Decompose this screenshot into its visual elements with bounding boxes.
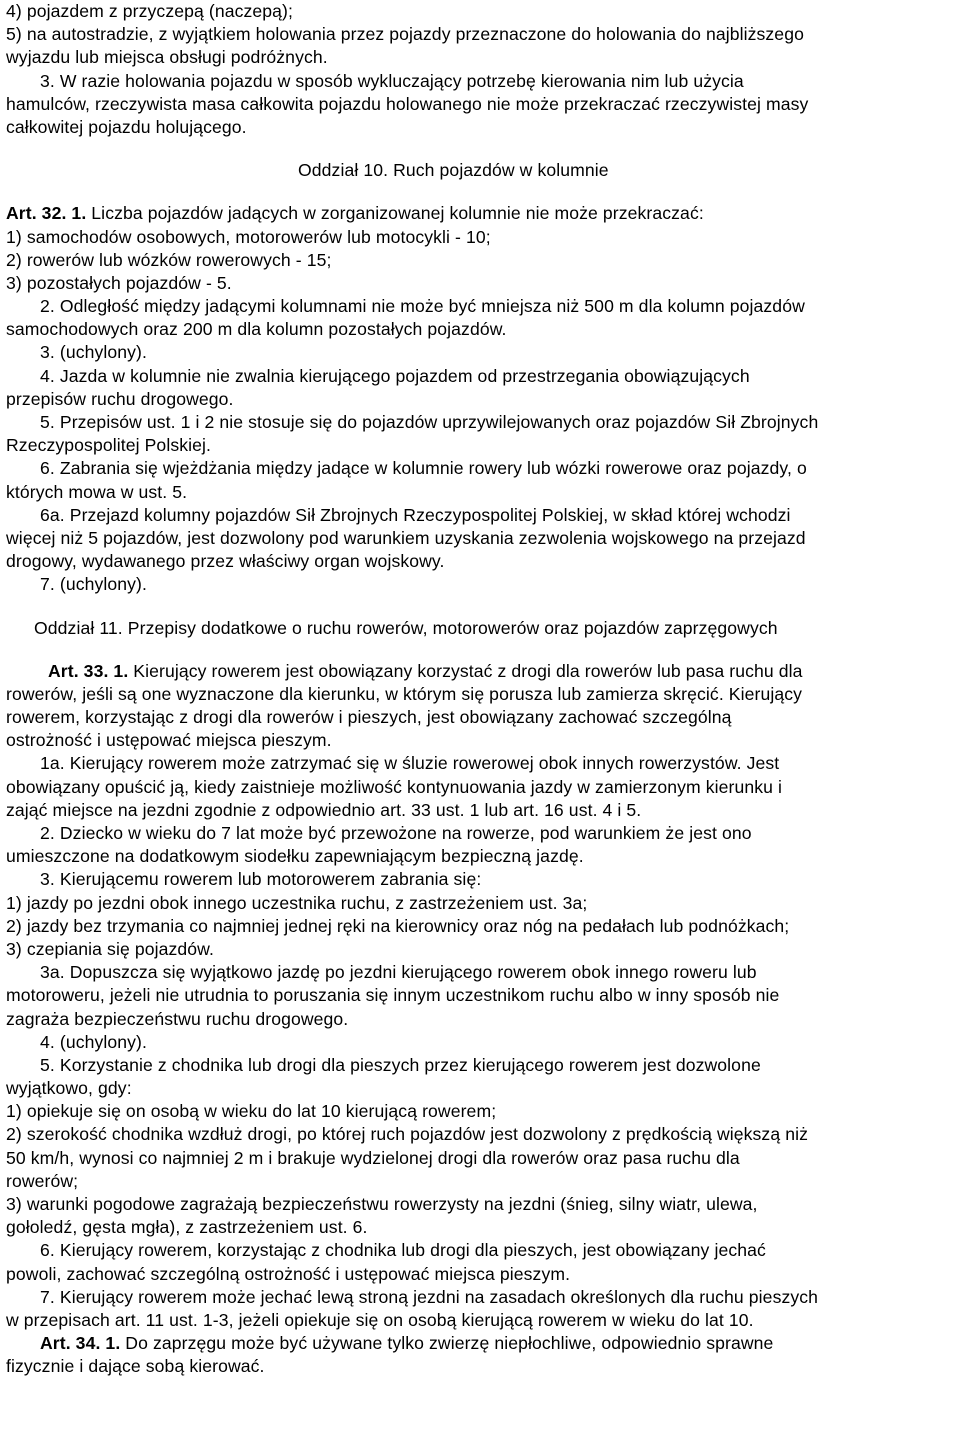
line-text: 3) pozostałych pojazdów - 5. xyxy=(6,272,232,293)
line-text: obowiązany opuścić ją, kiedy zaistnieje możliwość kontynuowania jazdy w zamierzonym kierunku i xyxy=(6,776,783,797)
line-text: 5. Przepisów ust. 1 i 2 nie stosuje się do pojazdów uprzywilejowanych oraz pojazdów Sił Zbrojnych xyxy=(40,412,819,432)
text-line xyxy=(6,799,954,822)
line-text: 6a. Przejazd kolumny pojazdów Sił Zbrojnych Rzeczypospolitej Polskiej, w skład której wchodzi xyxy=(40,504,791,525)
line-text: 5) na autostradzie, z wyjątkiem holowania przez pojazdy przeznaczone do holowania do najbliższego xyxy=(6,24,804,45)
spacer xyxy=(6,640,954,660)
article-number: Art. 33. 1. xyxy=(48,660,134,681)
text-line xyxy=(6,984,954,1007)
line-text: 4. (uchylony). xyxy=(40,1031,148,1052)
text-line xyxy=(6,481,954,504)
line-text: Kierujący rowerem jest obowiązany korzystać z drogi dla rowerów lub pasa ruchu dla xyxy=(133,660,803,681)
text-line xyxy=(6,706,954,729)
text-line xyxy=(6,1193,954,1216)
line-text: fizycznie i dające sobą kierować. xyxy=(6,1356,265,1377)
line-text: 3) czepiania się pojazdów. xyxy=(6,938,214,959)
line-text: wyjątkowo, gdy: xyxy=(6,1078,132,1099)
text-line xyxy=(6,892,954,915)
line-text: 2) jazdy bez trzymania co najmniej jednej ręki na kierownicy oraz nóg na pedałach lub podnóżkach; xyxy=(6,915,790,936)
line-text: drogowy, wydawanego przez właściwy organ wojskowy. xyxy=(6,551,445,572)
line-text: motoroweru, jeżeli nie utrudnia to poruszania się innym uczestnikom ruchu albo w inny sposób nie xyxy=(6,985,780,1006)
text-line xyxy=(6,504,954,527)
text-line xyxy=(6,1008,954,1031)
text-line xyxy=(6,1286,954,1309)
line-text: więcej niż 5 pojazdów, jest dozwolony pod warunkiem uzyskania zezwolenia wojskowego na przejazd xyxy=(6,527,806,548)
text-line xyxy=(6,752,954,775)
text-line xyxy=(6,1309,954,1332)
section-heading xyxy=(6,159,954,182)
text-line xyxy=(6,550,954,573)
line-text: 5. Korzystanie z chodnika lub drogi dla pieszych przez kierującego rowerem jest dozwolone xyxy=(40,1054,761,1075)
text-line xyxy=(6,411,954,434)
text-line xyxy=(6,1332,954,1355)
line-text: 1a. Kierujący rowerem może zatrzymać się w śluzie rowerowej obok innych rowerzystów. Jest xyxy=(40,753,780,774)
text-line xyxy=(6,226,954,249)
spacer xyxy=(6,139,954,159)
text-line xyxy=(6,365,954,388)
text-line xyxy=(6,457,954,480)
text-line xyxy=(6,1263,954,1286)
line-text: 50 km/h, wynosi co najmniej 2 m i brakuje wydzielonej drogi dla rowerów oraz pasa ruchu dla xyxy=(6,1147,740,1168)
text-line xyxy=(6,1077,954,1100)
line-text: 4. Jazda w kolumnie nie zwalnia kierującego pojazdem od przestrzegania obowiązujących xyxy=(40,365,750,386)
text-line xyxy=(6,1054,954,1077)
line-text: hamulców, rzeczywista masa całkowita pojazdu holowanego nie może przekraczać rzeczywistej masy xyxy=(6,93,809,114)
section-heading xyxy=(6,617,954,640)
line-text: zagraża bezpieczeństwu ruchu drogowego. xyxy=(6,1008,349,1029)
text-line xyxy=(6,434,954,457)
text-line xyxy=(6,318,954,341)
article-number: Art. 32. 1. xyxy=(6,203,92,224)
text-line xyxy=(6,938,954,961)
line-text: całkowitej pojazdu holującego. xyxy=(6,116,247,137)
text-line xyxy=(6,341,954,364)
text-line xyxy=(6,868,954,891)
line-text: 3. Kierującemu rowerem lub motorowerem zabrania się: xyxy=(40,869,482,890)
line-text: 2. Dziecko w wieku do 7 lat może być przewożone na rowerze, pod warunkiem że jest ono xyxy=(40,823,752,843)
line-text: 6. Zabrania się wjeżdżania między jadące w kolumnie rowery lub wózki rowerowe oraz pojazdy, o xyxy=(40,458,807,479)
line-text: przepisów ruchu drogowego. xyxy=(6,388,234,409)
text-line xyxy=(6,527,954,550)
text-line xyxy=(6,0,954,23)
line-text: 2) szerokość chodnika wzdłuż drogi, po której ruch pojazdów jest dozwolony z prędkością większą niż xyxy=(6,1124,808,1145)
text-line xyxy=(6,1031,954,1054)
text-line xyxy=(6,729,954,752)
text-line xyxy=(6,1355,954,1378)
text-line xyxy=(6,295,954,318)
line-text: Do zaprzęgu może być używane tylko zwierzę niepłochliwe, odpowiednio sprawne xyxy=(125,1333,774,1354)
line-text: 3) warunki pogodowe zagrażają bezpieczeństwu rowerzysty na jezdni (śnieg, silny wiatr, ulewa, xyxy=(6,1194,758,1214)
text-line xyxy=(6,776,954,799)
line-text: ostrożność i ustępować miejsca pieszym. xyxy=(6,730,332,751)
line-text: 6. Kierujący rowerem, korzystając z chodnika lub drogi dla pieszych, jest obowiązany jechać xyxy=(40,1240,766,1261)
line-text: 2) rowerów lub wózków rowerowych - 15; xyxy=(6,249,332,270)
text-line xyxy=(6,822,954,845)
line-text: rowerów, jeśli są one wyznaczone dla kierunku, w którym się porusza lub zamierza skręcić. Kierujący xyxy=(6,683,803,704)
text-line xyxy=(6,23,954,46)
spacer xyxy=(6,182,954,202)
text-line xyxy=(6,915,954,938)
line-text: zająć miejsce na jezdni zgodnie z odpowiednio art. 33 ust. 1 lub art. 16 ust. 4 i 5. xyxy=(6,799,642,820)
article-number: Art. 34. 1. xyxy=(40,1333,126,1354)
text-line xyxy=(6,388,954,411)
text-line xyxy=(6,70,954,93)
text-line xyxy=(6,1123,954,1146)
line-text: Oddział 11. Przepisy dodatkowe o ruchu rowerów, motorowerów oraz pojazdów zaprzęgowych xyxy=(34,617,778,638)
line-text: rowerem, korzystając z drogi dla rowerów i pieszych, jest obowiązany zachować szczególną xyxy=(6,707,732,728)
text-line xyxy=(6,1216,954,1239)
text-line xyxy=(6,1239,954,1262)
line-text: 7. (uchylony). xyxy=(40,574,148,595)
line-text: Oddział 10. Ruch pojazdów w kolumnie xyxy=(298,160,609,181)
line-text: Liczba pojazdów jadących w zorganizowanej kolumnie nie może przekraczać: xyxy=(91,203,704,224)
text-line xyxy=(6,272,954,295)
line-text: 3. (uchylony). xyxy=(40,342,148,363)
text-line xyxy=(6,249,954,272)
line-text: powoli, zachować szczególną ostrożność i ustępować miejsca pieszym. xyxy=(6,1263,571,1284)
line-text: w przepisach art. 11 ust. 1-3, jeżeli opiekuje się on osobą kierującą rowerem w wieku do lat 10. xyxy=(6,1309,754,1330)
text-line xyxy=(6,573,954,596)
text-line xyxy=(6,961,954,984)
line-text: gołoledź, gęsta mgła), z zastrzeżeniem ust. 6. xyxy=(6,1217,368,1238)
line-text: Rzeczypospolitej Polskiej. xyxy=(6,435,212,456)
text-line xyxy=(6,1147,954,1170)
text-line xyxy=(6,116,954,139)
line-text: umieszczone na dodatkowym siodełku zapewniającym bezpieczną jazdę. xyxy=(6,846,584,867)
line-text: 1) opiekuje się on osobą w wieku do lat 10 kierującą rowerem; xyxy=(6,1101,497,1122)
text-line xyxy=(6,93,954,116)
line-text: 1) samochodów osobowych, motorowerów lub motocykli - 10; xyxy=(6,226,491,247)
text-line xyxy=(6,1170,954,1193)
line-text: których mowa w ust. 5. xyxy=(6,481,188,502)
text-line xyxy=(6,1100,954,1123)
line-text: rowerów; xyxy=(6,1170,79,1191)
text-line xyxy=(6,46,954,69)
text-line xyxy=(6,845,954,868)
line-text: 4) pojazdem z przyczepą (naczepą); xyxy=(6,1,293,21)
text-line xyxy=(6,660,954,683)
spacer xyxy=(6,597,954,617)
line-text: 3. W razie holowania pojazdu w sposób wykluczający potrzebę kierowania nim lub użycia xyxy=(40,70,744,91)
line-text: samochodowych oraz 200 m dla kolumn pozostałych pojazdów. xyxy=(6,319,507,340)
text-line xyxy=(6,683,954,706)
line-text: wyjazdu lub miejsca obsługi podróżnych. xyxy=(6,47,328,68)
text-line xyxy=(6,202,954,225)
line-text: 1) jazdy po jezdni obok innego uczestnika ruchu, z zastrzeżeniem ust. 3a; xyxy=(6,892,588,913)
line-text: 7. Kierujący rowerem może jechać lewą stroną jezdni na zasadach określonych dla ruchu pieszych xyxy=(40,1286,819,1307)
line-text: 3a. Dopuszcza się wyjątkowo jazdę po jezdni kierującego rowerem obok innego roweru lub xyxy=(40,962,757,983)
line-text: 2. Odległość między jadącymi kolumnami nie może być mniejsza niż 500 m dla kolumn pojazdów xyxy=(40,296,805,317)
